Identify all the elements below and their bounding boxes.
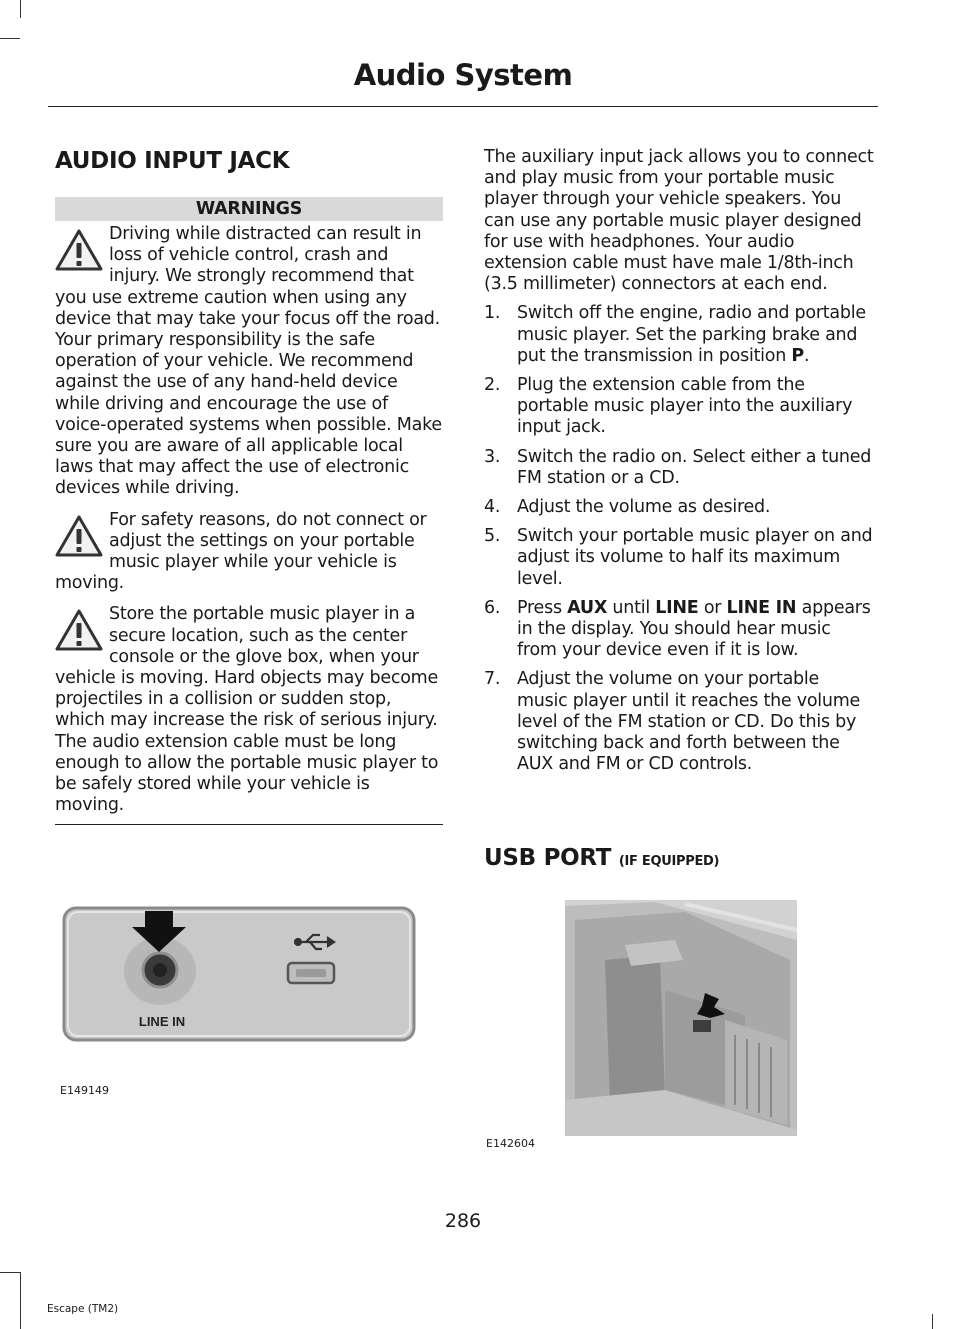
step-number: 1. xyxy=(484,303,501,324)
list-item xyxy=(484,303,874,367)
crop-mark xyxy=(0,1272,20,1273)
step-text: Adjust the volume as desired. xyxy=(517,497,771,518)
list-item xyxy=(484,497,874,518)
warning-triangle-icon xyxy=(55,514,103,558)
left-column xyxy=(55,147,443,825)
step-bold: LINE IN xyxy=(726,597,797,618)
intro-paragraph: The auxiliary input jack allows you to connect and play music from your portable music player through your vehicle speakers. You can use any portable music player designed for use with headphones. Your audio extension cable must have male 1/8th-inch (3.5 millimeter) connectors at each end. xyxy=(484,147,874,295)
warning-triangle-icon xyxy=(55,228,103,272)
step-number: 6. xyxy=(484,597,501,618)
step-number: 3. xyxy=(484,446,501,467)
warning-block xyxy=(55,604,443,816)
usb-heading-text: USB PORT xyxy=(484,845,612,871)
warnings-end-rule xyxy=(55,824,443,825)
warning-triangle-icon xyxy=(55,608,103,652)
list-item xyxy=(484,669,874,775)
header-rule xyxy=(48,106,878,107)
page-number: 286 xyxy=(444,1210,482,1232)
usb-console-figure xyxy=(565,900,805,1140)
step-text: appears in the display. You should hear music from your device even if it is low. xyxy=(517,597,871,661)
warning-text: For safety reasons, do not connect or adjust the settings on your portable music player while your vehicle is moving. xyxy=(55,509,427,594)
step-bold: AUX xyxy=(567,597,608,618)
step-number: 2. xyxy=(484,375,501,396)
warning-block xyxy=(55,224,443,500)
figure-code: E142604 xyxy=(486,1137,535,1150)
step-text: Switch the radio on. Select either a tuned FM station or a CD. xyxy=(517,446,872,488)
step-text: or xyxy=(698,597,727,618)
footer-text: Escape (TM2) xyxy=(47,1303,119,1315)
warning-block xyxy=(55,510,443,595)
step-text: Plug the extension cable from the portable music player into the auxiliary input jack. xyxy=(517,375,853,438)
step-text: Adjust the volume on your portable music player until it reaches the volume level of the FM station or CD. Do this by switching back and forth between the AUX and FM or CD controls. xyxy=(517,669,861,775)
page-title: Audio System xyxy=(353,58,573,92)
crop-mark xyxy=(0,38,20,39)
list-item xyxy=(484,447,874,489)
section-heading-audio-input-jack: AUDIO INPUT JACK xyxy=(55,148,290,174)
figure-code: E149149 xyxy=(60,1084,109,1097)
step-bold: P xyxy=(791,345,804,366)
step-bold: LINE xyxy=(655,597,699,618)
step-text: Switch off the engine, radio and portable music player. Set the parking brake and put the transmission in position xyxy=(517,303,866,366)
right-column xyxy=(484,147,874,783)
crop-mark xyxy=(916,1296,954,1297)
crop-mark xyxy=(932,1314,933,1329)
crop-mark xyxy=(20,1272,21,1329)
list-item xyxy=(484,598,874,662)
step-number: 4. xyxy=(484,497,501,518)
step-text: Press xyxy=(517,597,568,618)
usb-heading-suffix: (IF EQUIPPED) xyxy=(618,854,720,869)
step-number: 5. xyxy=(484,526,501,547)
warning-text: Store the portable music player in a secure location, such as the center console or the glove box, when your vehicle is moving. Hard objects may become projectiles in a collision or sudden stop, which may increase the risk of serious injury. The audio extension cable must be long enough to allow the portable music player to be safely stored while your vehicle is moving. xyxy=(55,604,439,816)
usb-port-opening xyxy=(693,1020,711,1032)
step-number: 7. xyxy=(484,669,501,690)
warnings-bar: WARNINGS xyxy=(55,197,443,221)
crop-mark xyxy=(20,0,21,18)
line-in-label: LINE IN xyxy=(138,1014,186,1029)
line-in-panel-figure xyxy=(60,905,420,1045)
section-heading-usb-port xyxy=(484,845,719,871)
step-text: until xyxy=(607,597,656,618)
list-item xyxy=(484,375,874,439)
step-text: Switch your portable music player on and adjust its volume to half its maximum level. xyxy=(517,526,873,589)
warning-text: Driving while distracted can result in loss of vehicle control, crash and injury. We strongly recommend that you use extreme caution when using any device that may take your focus off the road. Your primary responsibility is the safe operation of your vehicle. We recommend against the use of any hand-held device while driving and encourage the use of voice-operated systems when possible. Make sure you are aware of all applicable local laws that may affect the use of electronic devices while driving. xyxy=(55,224,442,499)
steps-list xyxy=(484,303,874,775)
step-text: . xyxy=(804,345,810,366)
list-item xyxy=(484,526,874,590)
